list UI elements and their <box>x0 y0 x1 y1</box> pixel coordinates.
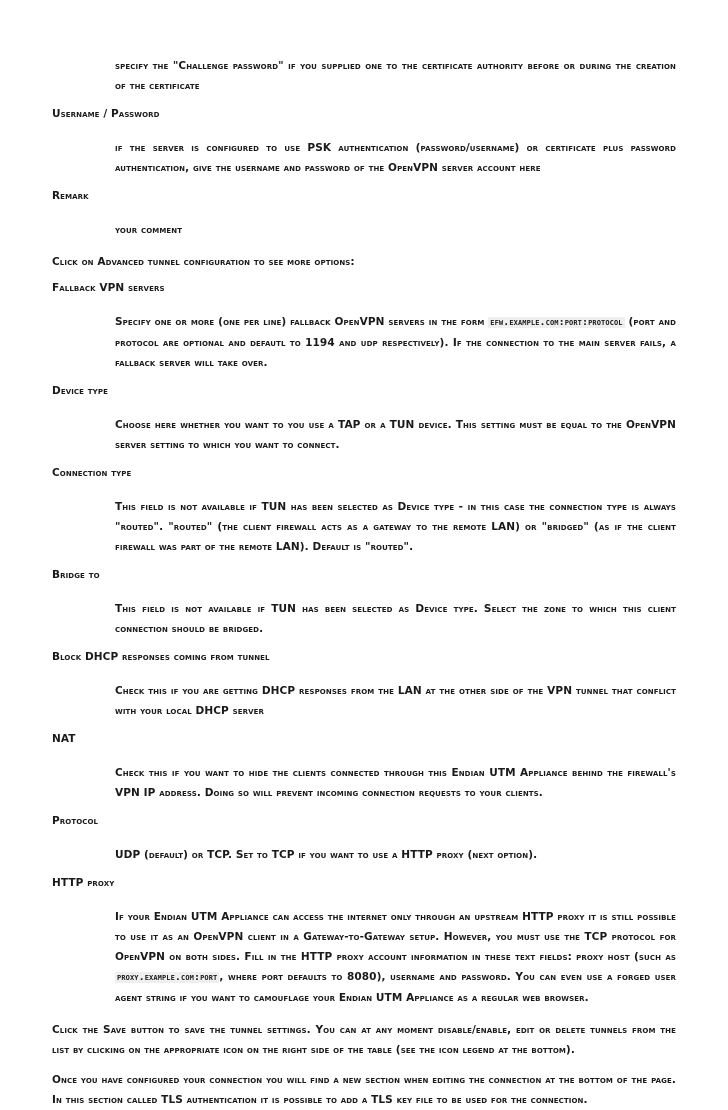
fallback-code: efw.example.com:port:protocol <box>490 317 623 328</box>
term-fallback-vpn-servers: Fallback VPN servers <box>52 282 165 294</box>
term-remark: Remark <box>52 190 89 202</box>
desc-bridge-to: This field is not available if TUN has been selected as Device type. Select the zone to which this client connection should be bridged. <box>115 603 676 635</box>
term-device-type: Device type <box>52 385 108 397</box>
term-username-password: Username / Password <box>52 108 160 120</box>
advanced-config-intro: Click on Advanced tunnel configuration to see more options: <box>52 256 355 268</box>
tls-authentication-note: Once you have configured your connection you will find a new section when editing the connection at the bottom of the page. In this section called TLS authentication it is possible to add a TLS key file to be used for the connection. <box>52 1074 676 1106</box>
term-block-dhcp: Block DHCP responses coming from tunnel <box>52 651 270 663</box>
desc-protocol: UDP (default) or TCP. Set to TCP if you want to use a HTTP proxy (next option). <box>115 849 538 861</box>
desc-device-type: Choose here whether you want to you use a TAP or a TUN device. This setting must be equal to the OpenVPN server setting to which you want to connect. <box>115 419 676 451</box>
fallback-text-b: (port and protocol are optional and defautl to 1194 and udp respectively). If the connection to the main server fails, a fallback server will take over. <box>115 316 676 369</box>
proxy-code: proxy.example.com:port <box>117 972 218 983</box>
term-nat: NAT <box>52 733 76 745</box>
desc-username-password: if the server is configured to use PSK authentication (password/username) or certificate plus password authentication, give the username and password of the OpenVPN server account here <box>115 142 676 174</box>
fallback-text-a: Specify one or more (one per line) fallback OpenVPN servers in the form <box>115 316 485 328</box>
save-instructions: Click the Save button to save the tunnel settings. You can at any moment disable/enable, edit or delete tunnels from the list by clicking on the appropriate icon on the right side of the table (see the icon legend at the bottom). <box>52 1024 676 1056</box>
desc-http-proxy <box>115 907 676 1008</box>
desc-connection-type: This field is not available if TUN has been selected as Device type - in this case the connection type is always "routed". "routed" (the client firewall acts as a gateway to the remote LAN) or "bridged" (as if the client firewall was part of the remote LAN). Default is "routed". <box>115 501 676 553</box>
desc-block-dhcp: Check this if you are getting DHCP responses from the LAN at the other side of the VPN tunnel that conflict with your local DHCP server <box>115 685 676 717</box>
desc-fallback-vpn-servers <box>115 312 676 373</box>
term-connection-type: Connection type <box>52 467 132 479</box>
proxy-text-a: If your Endian UTM Appliance can access the internet only through an upstream HTTP proxy it is still possible to use it as an OpenVPN client in a Gateway-to-Gateway setup. However, you must use the TCP protocol for OpenVPN on both sides. Fill in the HTTP proxy account information in these text fields: proxy host (such as <box>115 911 676 963</box>
challenge-password-description: specify the "Challenge password" if you supplied one to the certificate authority before or during the creation of the certificate <box>115 60 676 92</box>
term-bridge-to: Bridge to <box>52 569 100 581</box>
term-http-proxy: HTTP proxy <box>52 877 115 889</box>
proxy-text-b: , where port defaults to 8080), username and password. You can even use a forged user agent string if you want to camouflage your Endian UTM Appliance as a regular web browser. <box>115 971 676 1004</box>
desc-remark: your comment <box>115 224 183 236</box>
desc-nat: Check this if you want to hide the clients connected through this Endian UTM Appliance behind the firewall's VPN IP address. Doing so will prevent incoming connection requests to your clients. <box>115 767 676 799</box>
term-protocol: Protocol <box>52 815 99 827</box>
